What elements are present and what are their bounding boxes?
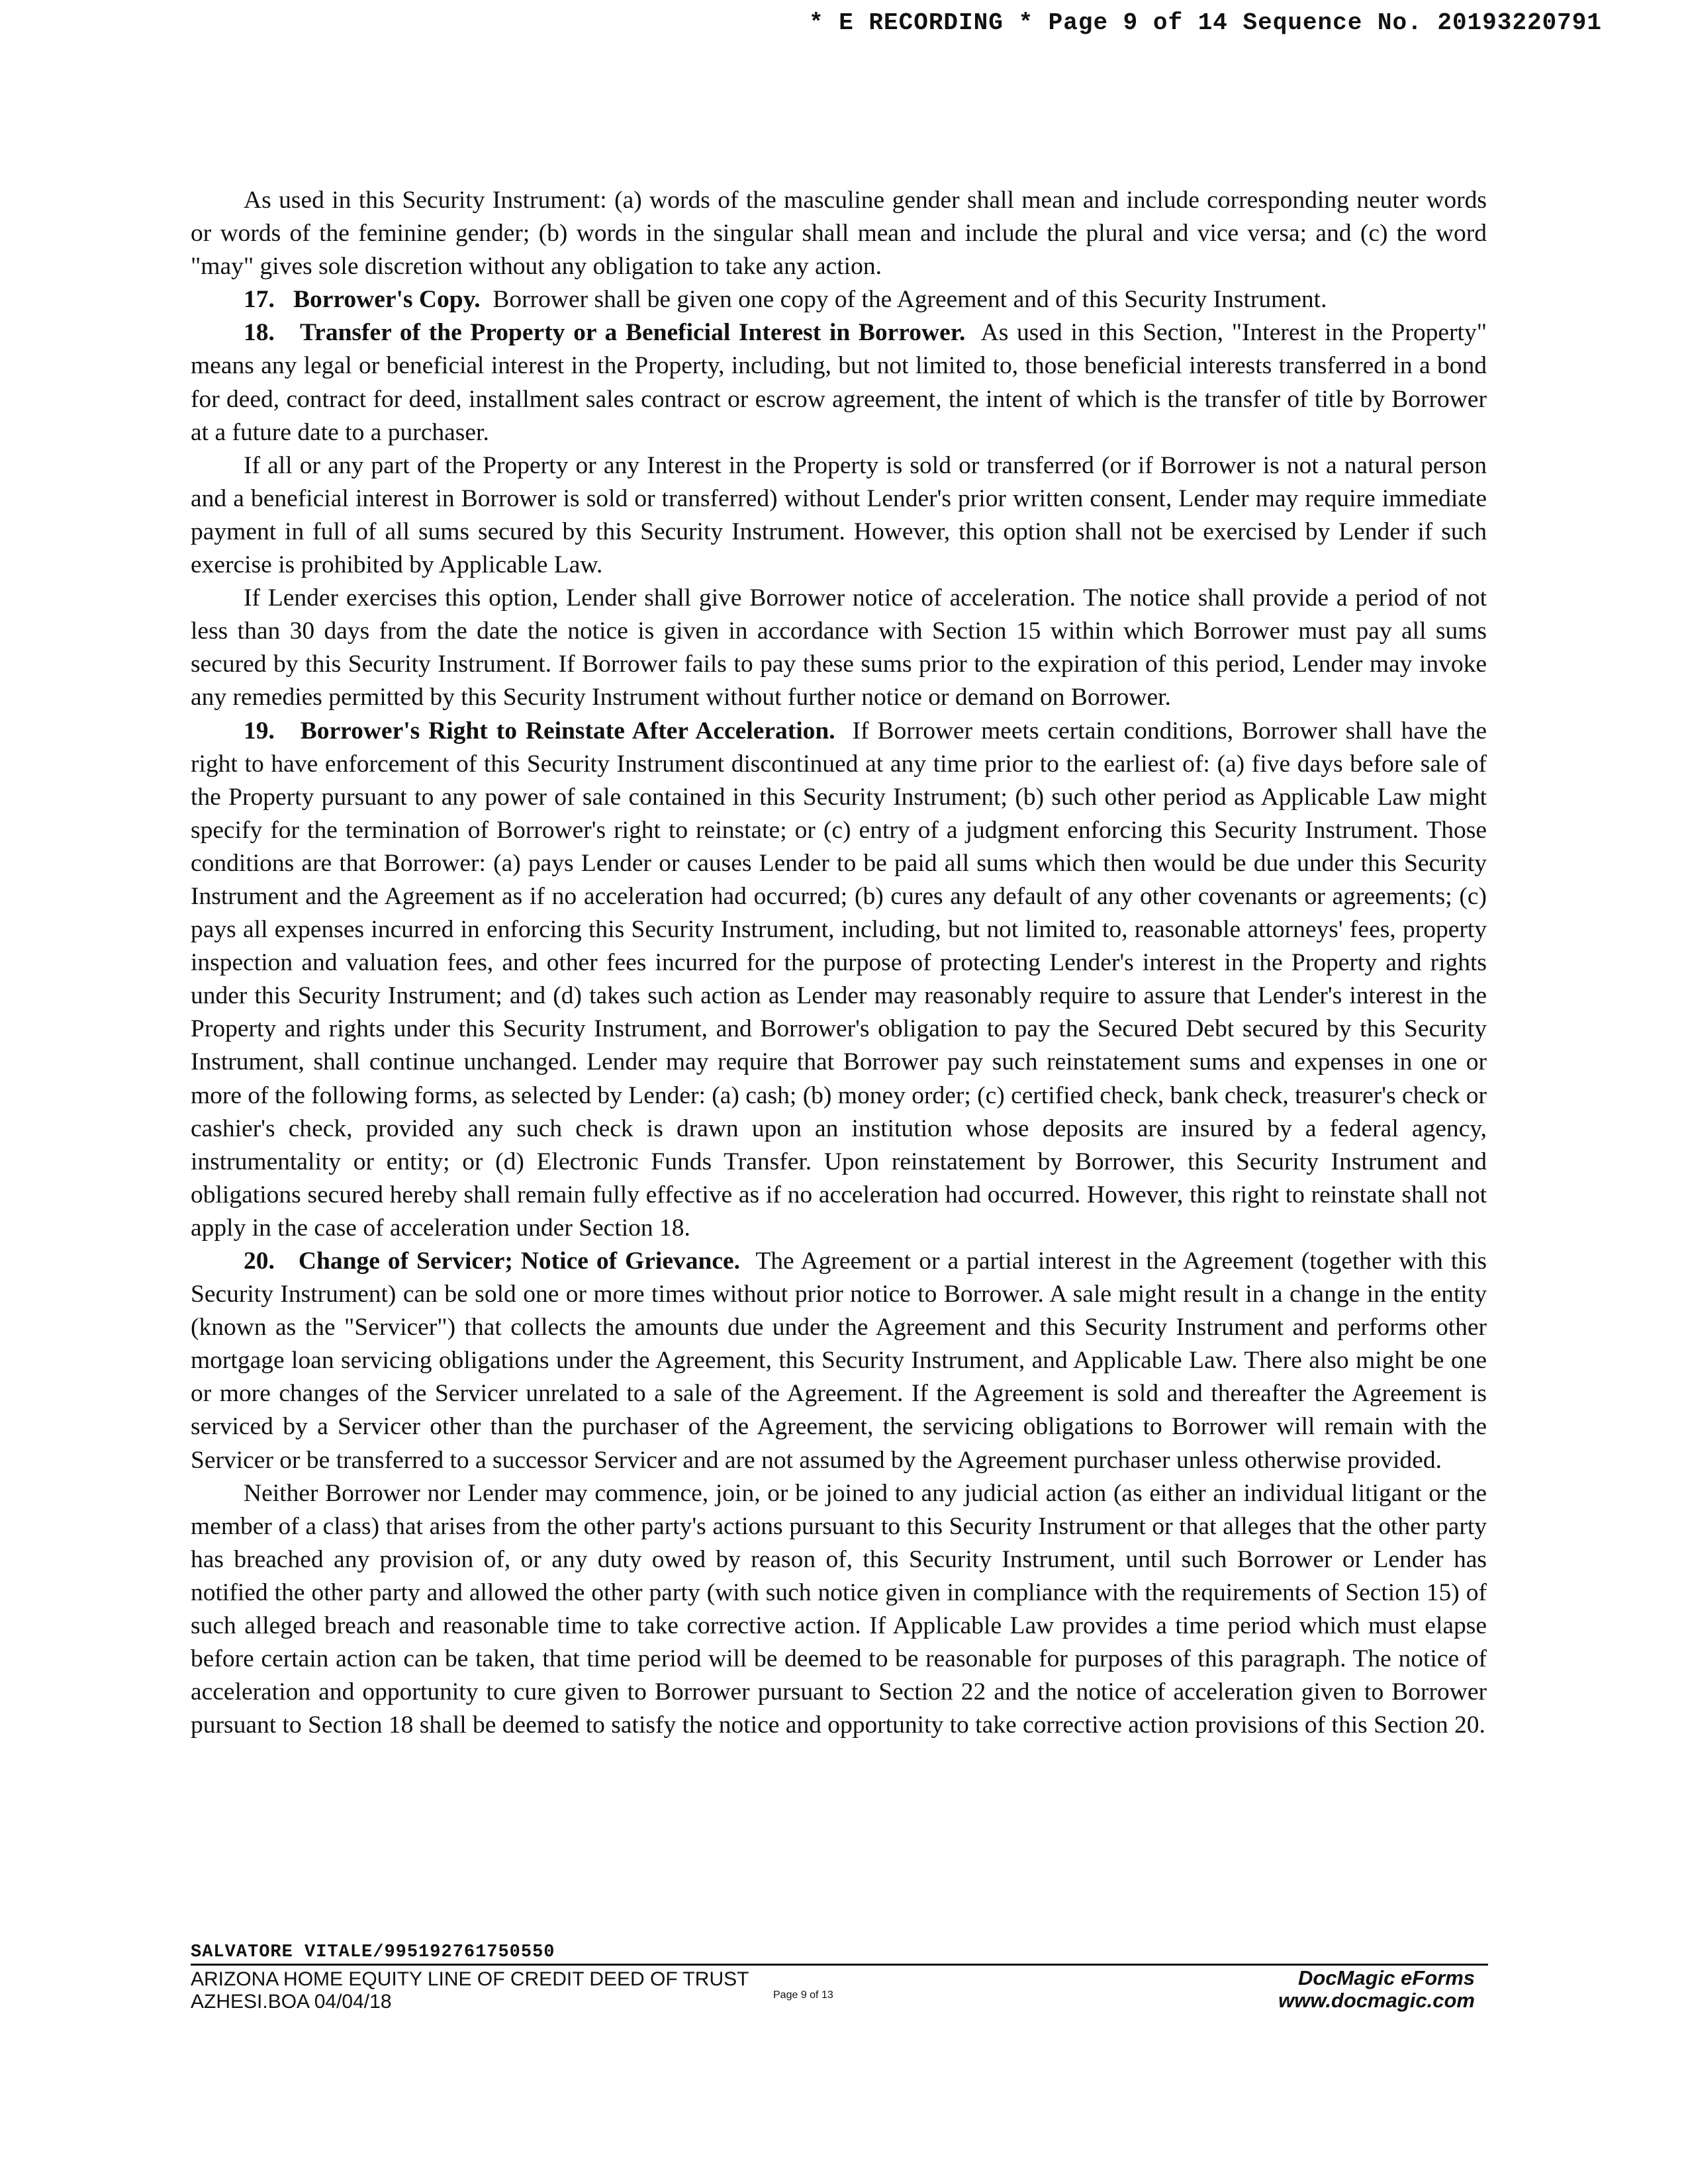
section-19-text: If Borrower meets certain conditions, Borrower shall have the right to have enforcement of this Security Instrument discontinued at any time prior to the earliest of: (a) five days before sale of the Property pursuant to any power of sale contained in this Security Instrument; (b) such other period as Applicable Law might specify for the termination of Borrower's right to reinstate; or (c) entry of a judgment enforcing this Security Instrument. Those conditions are that Borrower: (a) pays Lender or causes Lender to be paid all sums which then would be due under this Security Instrument and the Agreement as if no acceleration had occurred; (b) cures any default of any other covenants or agreements; (c) pays all expenses incurred in enforcing this Security Instrument, including, but not limited to, reasonable attorneys' fees, property inspection and valuation fees, and other fees incurred for the purpose of protecting Lender's interest in the Property and rights under this Security Instrument; and (d) takes such action as Lender may reasonably require to assure that Lender's interest in the Property and rights under this Security Instrument, and Borrower's obligation to pay the Secured Debt secured by this Security Instrument, shall continue unchanged. Lender may require that Borrower pay such reinstatement sums and expenses in one or more of the following forms, as selected by Lender: (a) cash; (b) money order; (c) certified check, bank check, treasurer's check or cashier's check, provided any such check is drawn upon an institution whose deposits are insured by a federal agency, instrumentality or entity; or (d) Electronic Funds Transfer. Upon reinstatement by Borrower, this Security Instrument and obligations secured hereby shall remain fully effective as if no acceleration had occurred. However, this right to reinstate shall not apply in the case of acceleration under Section 18. (191, 717, 1487, 1242)
section-17-title: Borrower's Copy. (293, 286, 481, 314)
footer-form-info (191, 1966, 1488, 2025)
footer-form-code: AZHESI.BOA 04/04/18 (191, 1991, 392, 2013)
section-19-title: Borrower's Right to Reinstate After Acceleration. (300, 717, 835, 745)
section-18-paragraph-2: If all or any part of the Property or any Interest in the Property is sold or transferred (or if Borrower is not a natural person and a beneficial interest in Borrower is sold or transferred) without Lender's prior written consent, Lender may require immediate payment in full of all sums secured by this Security Instrument. However, this option shall not be exercised by Lender if such exercise is prohibited by Applicable Law. (191, 451, 1487, 579)
section-17-text: Borrower shall be given one copy of the Agreement and of this Security Instrument. (492, 286, 1327, 314)
section-19-number: 19. (244, 717, 275, 745)
section-19 (191, 715, 1487, 1246)
footer-borrower-id: SALVATORE VITALE/995192761750550 (191, 1942, 1488, 1966)
section-17 (191, 283, 1487, 316)
footer-brand-block (1278, 1967, 1475, 2012)
section-20 (191, 1245, 1487, 1477)
section-18-text: As used in this Section, "Interest in the Property" means any legal or beneficial interest in the Property, including, but not limited to, those beneficial interests transferred in a bond for deed, contract for deed, installment sales contract or escrow agreement, the intent of which is the transfer of title by Borrower at a future date to a purchaser. (191, 319, 1487, 446)
section-18-number: 18. (244, 319, 275, 347)
page-footer (191, 1942, 1488, 2025)
footer-page-number: Page 9 of 13 (773, 1989, 833, 2001)
document-body (191, 184, 1487, 1742)
docmagic-logo: DocMagic eForms (1297, 1966, 1475, 1989)
section-18-title: Transfer of the Property or a Beneficial Interest in Borrower. (299, 319, 966, 347)
footer-website: www.docmagic.com (1278, 1989, 1475, 2012)
section-20-number: 20. (244, 1248, 275, 1275)
paragraph-gender-definitions: As used in this Security Instrument: (a) words of the masculine gender shall mean and include corresponding neuter words or words of the feminine gender; (b) words in the singular shall mean and include the plural and vice versa; and (c) the word "may" gives sole discretion without any obligation to take any action. (191, 187, 1487, 281)
section-20-paragraph-2: Neither Borrower nor Lender may commence, join, or be joined to any judicial action (as either an individual litigant or the member of a class) that arises from the other party's actions pursuant to this Security Instrument or that alleges that the other party has breached any provision of, or any duty owed by reason of, this Security Instrument, until such Borrower or Lender has notified the other party and allowed the other party (with such notice given in compliance with the requirements of Section 15) of such alleged breach and reasonable time to take corrective action. If Applicable Law provides a time period which must elapse before certain action can be taken, that time period will be deemed to be reasonable for purposes of this paragraph. The notice of acceleration and opportunity to cure given to Borrower pursuant to Section 22 and the notice of acceleration given to Borrower pursuant to Section 18 shall be deemed to satisfy the notice and opportunity to take corrective action provisions of this Section 20. (191, 1479, 1487, 1739)
recording-header: * E RECORDING * Page 9 of 14 Sequence No. 20193220791 (809, 9, 1602, 36)
section-17-number: 17. (244, 286, 275, 314)
section-20-title: Change of Servicer; Notice of Grievance. (298, 1248, 741, 1275)
footer-form-title: ARIZONA HOME EQUITY LINE OF CREDIT DEED OF TRUST (191, 1968, 749, 1990)
section-20-text: The Agreement or a partial interest in the Agreement (together with this Security Instrument) can be sold one or more times without prior notice to Borrower. A sale might result in a change in the entity (known as the "Servicer") that collects the amounts due under the Agreement and this Security Instrument and performs other mortgage loan servicing obligations under the Agreement, this Security Instrument, and Applicable Law. There also might be one or more changes of the Servicer unrelated to a sale of the Agreement. If the Agreement is sold and thereafter the Agreement is serviced by a Servicer other than the purchaser of the Agreement, the servicing obligations to Borrower will remain with the Servicer or be transferred to a successor Servicer and are not assumed by the Agreement purchaser unless otherwise provided. (191, 1248, 1487, 1474)
section-18 (191, 316, 1487, 449)
section-18-paragraph-3: If Lender exercises this option, Lender shall give Borrower notice of acceleration. The notice shall provide a period of not less than 30 days from the date the notice is given in accordance with Section 15 within which Borrower must pay all sums secured by this Security Instrument. If Borrower fails to pay these sums prior to the expiration of this period, Lender may invoke any remedies permitted by this Security Instrument without further notice or demand on Borrower. (191, 584, 1487, 711)
